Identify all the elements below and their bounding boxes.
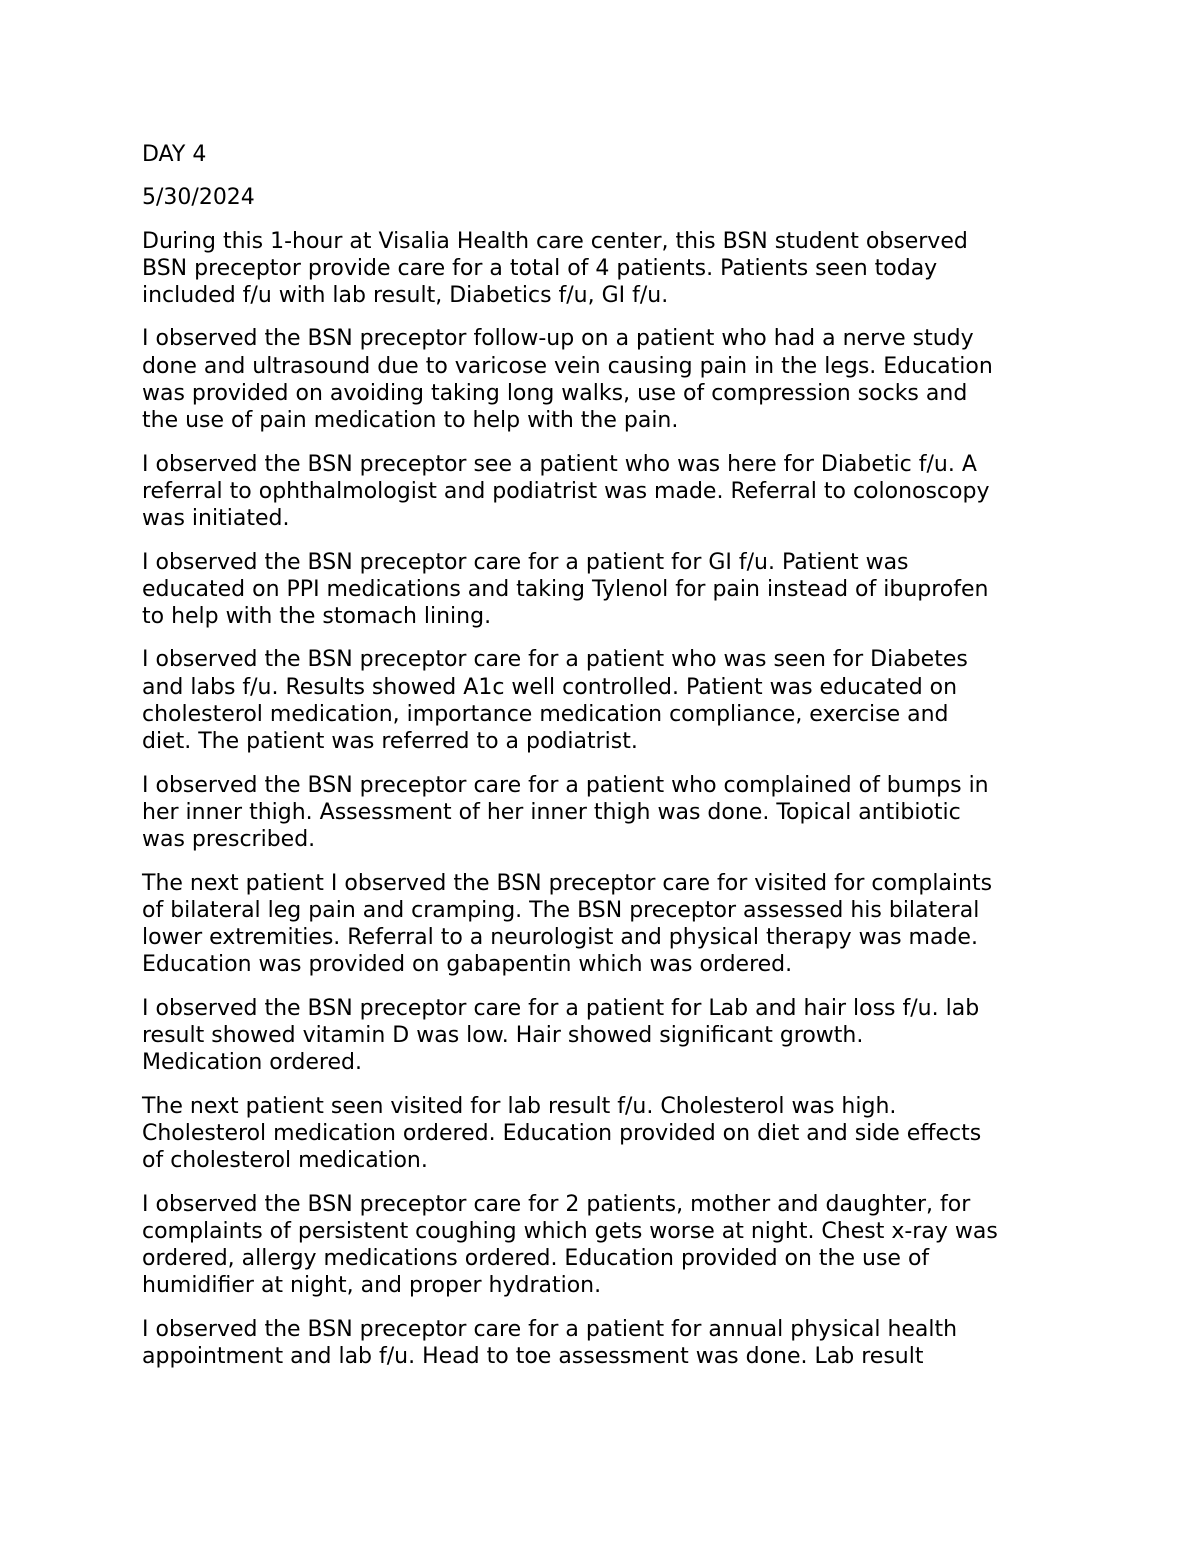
text-line: The next patient I observed the BSN preceptor care for visited for complaints	[142, 870, 993, 896]
paragraph-6	[142, 772, 1072, 854]
text-line: Cholesterol medication ordered. Education provided on diet and side effects	[142, 1120, 982, 1146]
paragraph-7	[142, 870, 1072, 979]
paragraph-2	[142, 325, 1072, 434]
paragraph-3	[142, 451, 1072, 533]
text-line: complaints of persistent coughing which gets worse at night. Chest x-ray was	[142, 1218, 998, 1244]
text-line: done and ultrasound due to varicose vein causing pain in the legs. Education	[142, 353, 993, 379]
text-line: Education was provided on gabapentin which was ordered.	[142, 952, 793, 978]
paragraph-8	[142, 995, 1072, 1077]
text-line: of bilateral leg pain and cramping. The BSN preceptor assessed his bilateral	[142, 897, 980, 923]
text-line: her inner thigh. Assessment of her inner thigh was done. Topical antibiotic	[142, 799, 961, 825]
entry-date: 5/30/2024	[142, 185, 255, 211]
paragraph-4	[142, 549, 1072, 631]
text-line: and labs f/u. Results showed A1c well controlled. Patient was educated on	[142, 674, 958, 700]
text-line: I observed the BSN preceptor follow-up on a patient who had a nerve study	[142, 326, 974, 352]
text-line: cholesterol medication, importance medication compliance, exercise and	[142, 702, 949, 728]
text-line: referral to ophthalmologist and podiatrist was made. Referral to colonoscopy	[142, 478, 990, 504]
text-line: I observed the BSN preceptor see a patient who was here for Diabetic f/u. A	[142, 451, 977, 477]
text-line: I observed the BSN preceptor care for a patient who was seen for Diabetes	[142, 647, 968, 673]
text-line: appointment and lab f/u. Head to toe assessment was done. Lab result	[142, 1343, 924, 1369]
text-line: lower extremities. Referral to a neurologist and physical therapy was made.	[142, 925, 978, 951]
text-line: the use of pain medication to help with the pain.	[142, 408, 679, 434]
text-line: The next patient seen visited for lab result f/u. Cholesterol was high.	[142, 1093, 897, 1119]
paragraph-1	[142, 228, 1072, 310]
text-line: During this 1-hour at Visalia Health care center, this BSN student observed	[142, 228, 968, 254]
text-line: I observed the BSN preceptor care for a patient who complained of bumps in	[142, 772, 989, 798]
paragraph-11	[142, 1316, 1072, 1371]
paragraph-5	[142, 646, 1072, 755]
text-line: result showed vitamin D was low. Hair showed significant growth.	[142, 1023, 864, 1049]
text-line: BSN preceptor provide care for a total of 4 patients. Patients seen today	[142, 255, 938, 281]
text-line: Medication ordered.	[142, 1050, 362, 1076]
text-line: was initiated.	[142, 506, 290, 532]
day-heading: DAY 4	[142, 142, 207, 167]
text-line: I observed the BSN preceptor care for a patient for Lab and hair loss f/u. lab	[142, 995, 980, 1021]
text-line: included f/u with lab result, Diabetics f/u, GI f/u.	[142, 283, 669, 309]
text-line: was provided on avoiding taking long walks, use of compression socks and	[142, 381, 968, 407]
text-line: of cholesterol medication.	[142, 1148, 428, 1174]
paragraph-9	[142, 1093, 1072, 1175]
paragraph-10	[142, 1191, 1072, 1300]
text-line: ordered, allergy medications ordered. Education provided on the use of	[142, 1246, 930, 1272]
text-line: I observed the BSN preceptor care for a patient for GI f/u. Patient was	[142, 549, 909, 575]
document-body	[142, 141, 1072, 1386]
text-line: I observed the BSN preceptor care for 2 patients, mother and daughter, for	[142, 1191, 971, 1217]
text-line: to help with the stomach lining.	[142, 604, 492, 630]
text-line: I observed the BSN preceptor care for a patient for annual physical health	[142, 1316, 958, 1342]
text-line: diet. The patient was referred to a podiatrist.	[142, 729, 638, 755]
text-line: educated on PPI medications and taking Tylenol for pain instead of ibuprofen	[142, 576, 989, 602]
text-line: humidifier at night, and proper hydration.	[142, 1273, 602, 1299]
text-line: was prescribed.	[142, 827, 316, 853]
